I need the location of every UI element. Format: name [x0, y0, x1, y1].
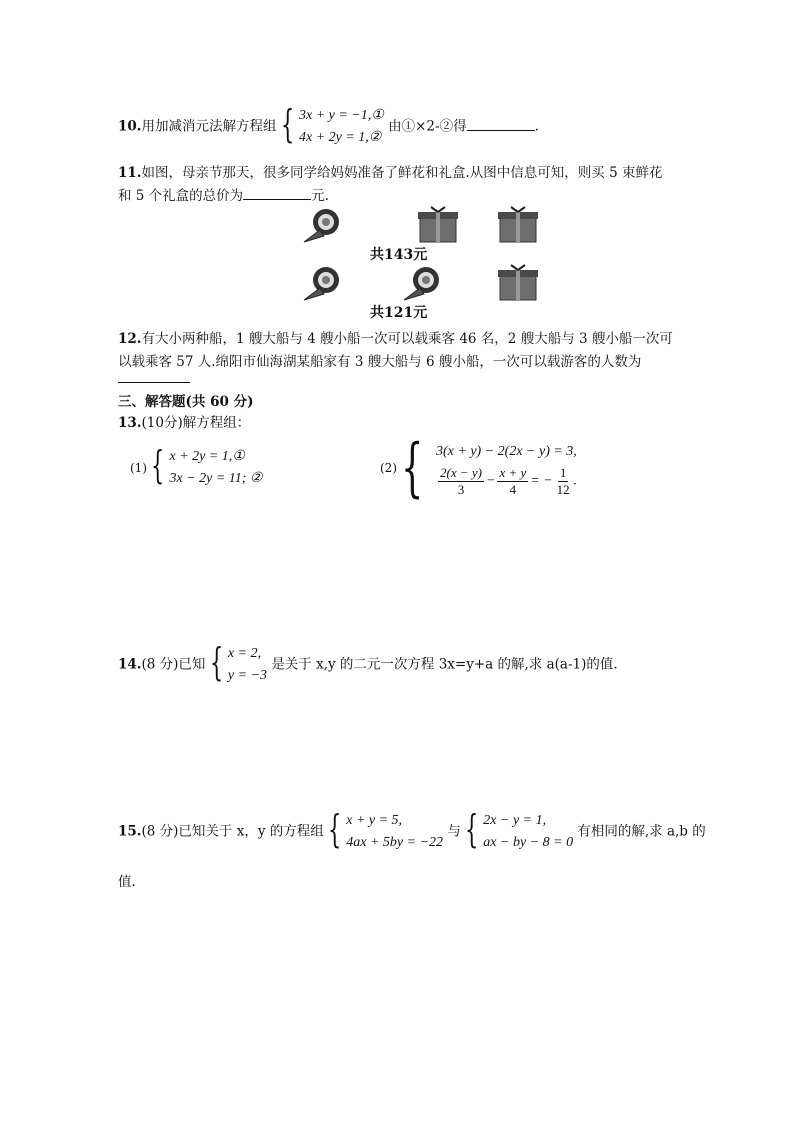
figure-caption-1: 共143元 — [370, 247, 428, 263]
brace: { — [401, 431, 424, 505]
end-period: . — [534, 118, 539, 135]
figure-row-2 — [300, 264, 540, 304]
equation-1: x + 2y = 1,① — [169, 449, 245, 464]
denominator: 4 — [509, 481, 517, 497]
equation-1: x + y = 5, — [346, 813, 403, 828]
equation-2: ax − by − 8 = 0 — [483, 835, 574, 850]
flower-bouquet-icon — [400, 264, 444, 304]
question-text: (8 分)已知 — [141, 656, 206, 673]
question-number: 12. — [118, 331, 142, 347]
numerator: x + y — [499, 464, 527, 480]
part-label: (2) — [380, 461, 397, 475]
gift-box-icon — [496, 206, 540, 246]
denominator: 3 — [457, 481, 465, 497]
equation-1: x = 2, — [227, 646, 262, 661]
question-10 — [118, 102, 539, 149]
equation-1: 3(x + y) − 2(2x − y) = 3, — [436, 443, 577, 459]
question-text: 用加减消元法解方程组 — [141, 118, 277, 135]
question-number: 13. — [118, 415, 142, 431]
equation-system — [209, 640, 268, 687]
question-15-line2: 值. — [118, 874, 136, 890]
end-period: . — [573, 473, 578, 489]
question-text: 和 5 个礼盒的总价为 — [118, 188, 244, 204]
question-text-after: 有相同的解,求 a,b 的 — [577, 823, 706, 840]
equation-system-1 — [328, 807, 444, 854]
answer-blank[interactable] — [243, 187, 311, 200]
operator: − — [486, 473, 496, 489]
figure-row-1 — [300, 206, 540, 246]
equation-2: y = −3 — [227, 668, 268, 683]
question-13 — [118, 411, 250, 431]
flower-bouquet-icon — [300, 264, 344, 304]
section-heading: 三、解答题(共 60 分) — [118, 394, 254, 410]
question-text-after: 是关于 x,y 的二元一次方程 3x=y+a 的解,求 a(a-1)的值. — [271, 656, 618, 673]
equation-1: 3x + y = −1,① — [298, 108, 384, 123]
question-text-after: 由①×2-②得 — [388, 118, 467, 135]
question-15 — [118, 807, 706, 854]
denominator: 12 — [556, 481, 570, 497]
gift-box-icon — [496, 264, 540, 304]
question-13-part2 — [380, 431, 578, 505]
answer-blank[interactable] — [467, 118, 535, 131]
numerator: 2(x − y) — [440, 464, 482, 480]
question-14 — [118, 640, 618, 687]
equation-system — [151, 443, 263, 490]
question-number: 11. — [118, 165, 142, 181]
question-11-line1 — [118, 161, 662, 181]
question-text: (8 分)已知关于 x，y 的方程组 — [141, 823, 324, 840]
brace: { — [280, 102, 295, 146]
answer-blank[interactable] — [118, 372, 190, 383]
question-text: 有大小两种船，1 艘大船与 4 艘小船一次可以载乘客 46 名，2 艘大船与 3 艘小船一次可 — [141, 331, 673, 347]
brace: { — [465, 807, 479, 851]
equation-2: 3x − 2y = 11; ② — [169, 471, 263, 486]
numerator: 1 — [559, 464, 567, 480]
question-number: 14. — [118, 656, 142, 673]
flower-bouquet-icon — [300, 206, 344, 246]
equation-1: 2x − y = 1, — [483, 813, 547, 828]
equation-2: 4ax + 5by = −22 — [346, 835, 444, 850]
fraction — [497, 465, 528, 498]
question-text: 如图，母亲节那天，很多同学给妈妈准备了鲜花和礼盒.从图中信息可知，则买 5 束鲜花 — [141, 165, 663, 181]
equation-system — [280, 102, 384, 149]
gift-box-icon — [416, 206, 460, 246]
brace: { — [209, 640, 224, 684]
fraction — [555, 465, 572, 498]
equation-system — [401, 431, 578, 505]
question-number: 15. — [118, 823, 142, 840]
question-text-after: 元. — [311, 188, 329, 204]
question-text: 以载乘客 57 人.绵阳市仙海湖某船家有 3 艘大船与 6 艘小船，一次可以载游客的人数为 — [118, 354, 642, 370]
fraction — [438, 465, 484, 498]
figure-caption-2: 共121元 — [370, 305, 428, 321]
equation-2 — [436, 465, 577, 498]
equation-2: 4x + 2y = 1,② — [298, 130, 382, 145]
operator: = − — [530, 473, 553, 489]
connector-text: 与 — [447, 823, 461, 840]
question-text: (10分)解方程组： — [141, 415, 251, 431]
brace: { — [328, 807, 342, 851]
question-13-part1 — [130, 443, 263, 490]
question-number: 10. — [118, 118, 142, 135]
question-12-line2 — [118, 350, 641, 370]
question-12-line1 — [118, 327, 673, 347]
brace: { — [151, 443, 165, 487]
question-11-line2 — [118, 184, 329, 204]
part-label: (1) — [130, 461, 147, 475]
equation-system-2 — [465, 807, 574, 854]
